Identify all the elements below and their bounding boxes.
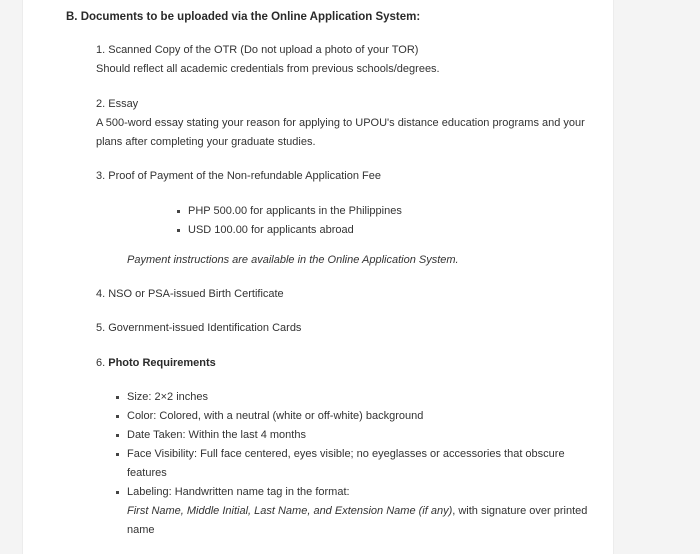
list-item-text: Face Visibility: Full face centered, eyes visible; no eyeglasses or accessories that obscure [127,448,565,460]
item-4-title: 4. NSO or PSA-issued Birth Certificate [96,288,284,300]
list-item: Color: Colored, with a neutral (white or off-white) background [115,407,605,426]
photo-requirements-list [115,388,605,540]
item-2-desc-line1: A 500-word essay stating your reason for applying to UPOU's distance education programs and your [96,117,585,129]
item-6-bold-title: Photo Requirements [108,357,216,369]
list-item: Size: 2×2 inches [115,388,605,407]
list-item-text-cont: features [127,467,167,479]
list-item [115,483,605,540]
document-page [22,0,614,554]
name-format: First Name, Middle Initial, Last Name, and Extension Name (if any) [127,505,453,517]
list-item-text: Labeling: Handwritten name tag in the format: [127,486,350,498]
item-5-title: 5. Government-issued Identification Cards [96,322,302,334]
item-1-title: 1. Scanned Copy of the OTR (Do not upload a photo of your TOR) [96,44,419,56]
item-1-desc: Should reflect all academic credentials from previous schools/degrees. [96,63,440,75]
list-item: PHP 500.00 for applicants in the Philippines [176,202,402,221]
section-heading: B. Documents to be uploaded via the Online Application System: [66,11,421,23]
list-item-text-cont: name [127,524,155,536]
name-format-suffix: , with signature over printed [452,505,588,517]
item-2-title: 2. Essay [96,98,139,110]
list-item: USD 100.00 for applicants abroad [176,221,402,240]
item-3-title: 3. Proof of Payment of the Non-refundable Application Fee [96,170,381,182]
item-6-title [96,354,606,373]
payment-note: Payment instructions are available in the Online Application System. [127,254,459,266]
item-6-number: 6. [96,357,109,369]
fee-list [176,202,402,240]
list-item [115,445,605,483]
item-2-desc-line2: plans after completing your graduate studies. [96,136,316,148]
list-item: Date Taken: Within the last 4 months [115,426,605,445]
